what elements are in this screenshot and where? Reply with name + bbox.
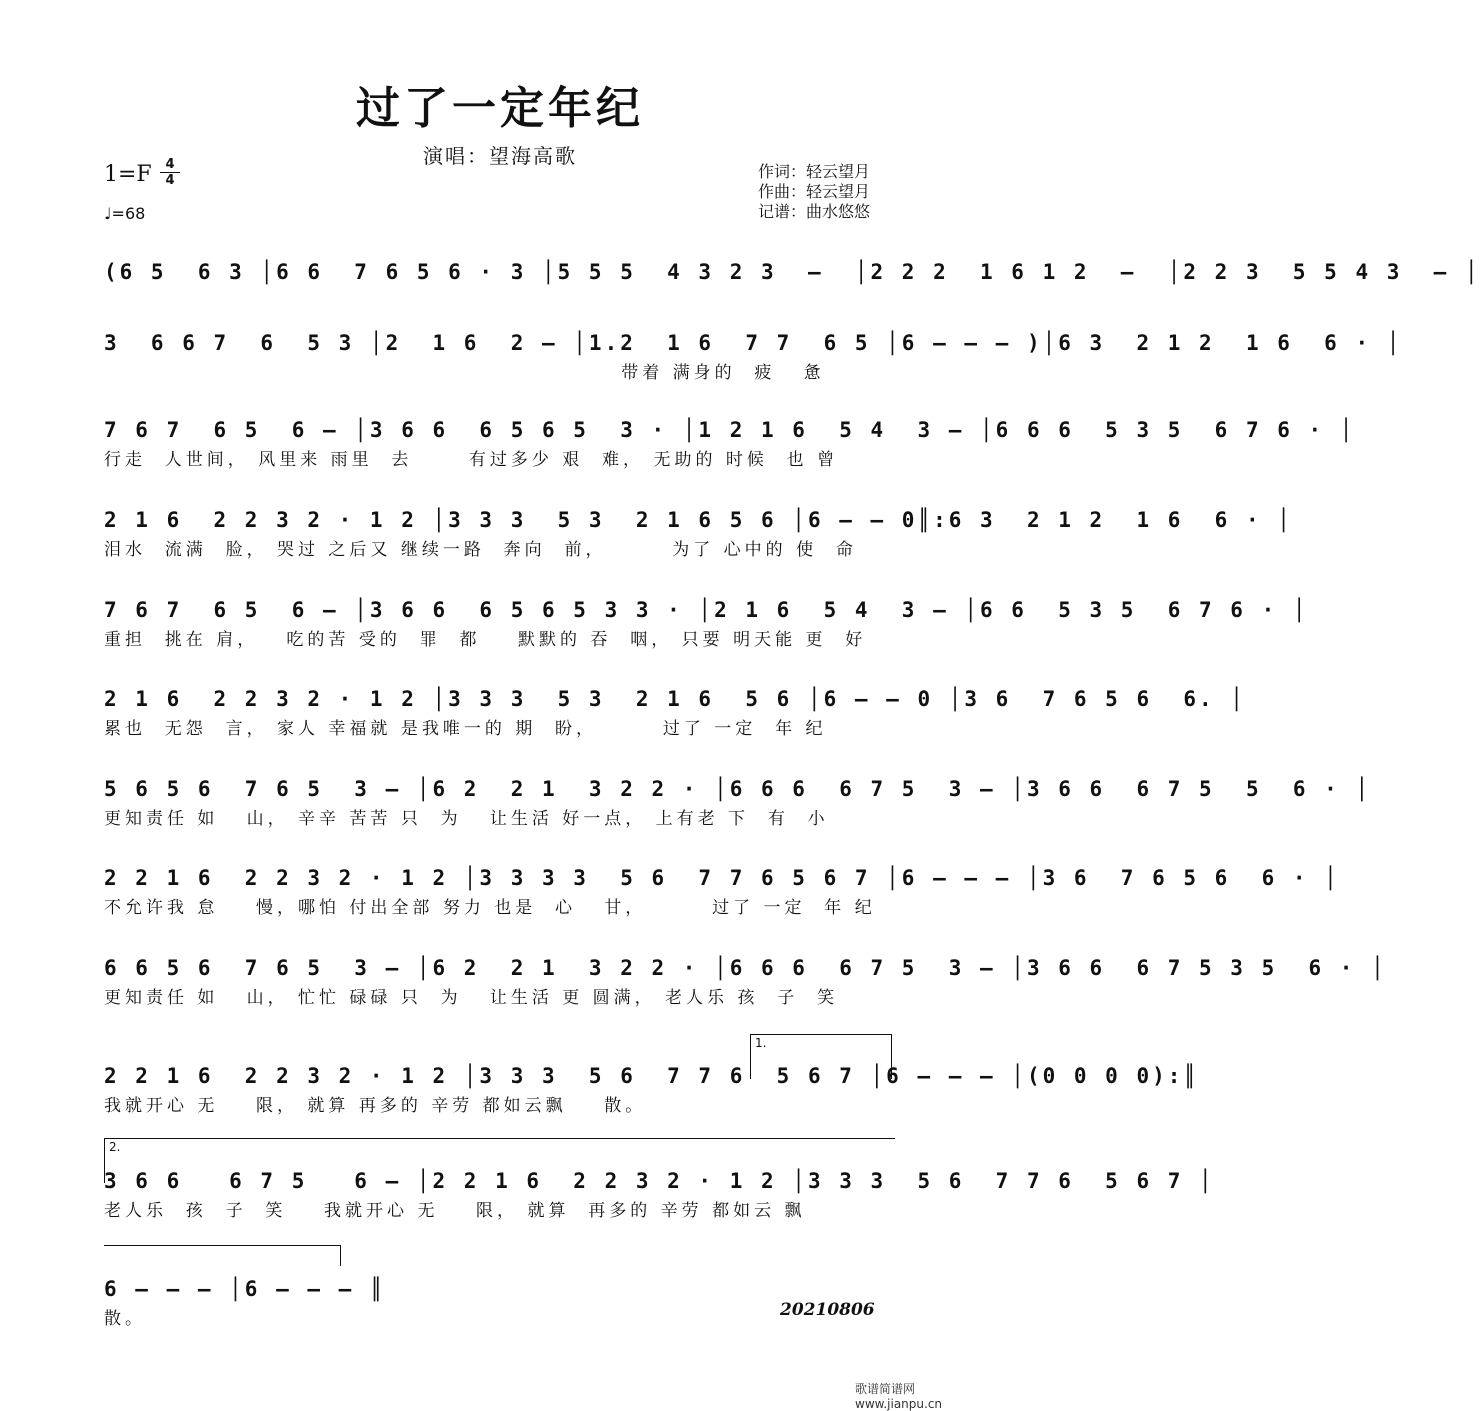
- notes-line: 2 1 6 2 2 3 2 · 1 2 │3 3 3 5 3 2 1 6 5 6 │6 – – 0 │3 6 7 6 5 6 6. │: [104, 687, 1246, 711]
- staff-row-5: [104, 593, 1309, 653]
- lyrics-line: [104, 289, 1481, 315]
- first-ending-label: 1.: [755, 1036, 767, 1050]
- notes-line: 6 6 5 6 7 6 5 3 – │6 2 2 1 3 2 2 · │6 6 6 6 7 5 3 – │3 6 6 6 7 5 3 5 6 · │: [104, 956, 1387, 980]
- staff-row-12: [104, 1272, 386, 1332]
- staff-row-8: [104, 861, 1340, 921]
- notes-line: 7 6 7 6 5 6 – │3 6 6 6 5 6 5 3 · │1 2 1 6 5 4 3 – │6 6 6 5 3 5 6 7 6 · │: [104, 418, 1356, 442]
- notes-line: 7 6 7 6 5 6 – │3 6 6 6 5 6 5 3 3 · │2 1 6 5 4 3 – │6 6 5 3 5 6 7 6 · │: [104, 598, 1309, 622]
- staff-row-7: [104, 772, 1371, 832]
- notes-line: 5 6 5 6 7 6 5 3 – │6 2 2 1 3 2 2 · │6 6 6 6 7 5 3 – │3 6 6 6 7 5 5 6 · │: [104, 777, 1372, 801]
- notes-line: 2 2 1 6 2 2 3 2 · 1 2 │3 3 3 3 5 6 7 7 6 5 6 7 │6 – – – │3 6 7 6 5 6 6 · │: [104, 866, 1340, 890]
- site-watermark: 歌谱简谱网 www.jianpu.cn: [855, 1382, 943, 1411]
- credits: [758, 162, 870, 222]
- key-signature: 1=F: [104, 162, 152, 187]
- lyrics-line: 重担 挑在 肩， 吃的苦 受的 罪 都 默默的 吞 咽， 只要 明天能 更 好: [104, 630, 867, 650]
- staff-row-11: [104, 1164, 1215, 1224]
- composer: 作曲：轻云望月: [758, 182, 871, 201]
- notes-line: 2 1 6 2 2 3 2 · 1 2 │3 3 3 5 3 2 1 6 5 6 │6 – – 0║:6 3 2 1 2 1 6 6 · │: [104, 508, 1293, 532]
- notes-line: 3 6 6 6 7 5 6 – │2 2 1 6 2 2 3 2 · 1 2 │3 3 3 5 6 7 7 6 5 6 7 │: [104, 1169, 1215, 1193]
- staff-row-1: [104, 255, 1481, 315]
- lyrics-line: 行走 人世间， 风里来 雨里 去 有过多少 艰 难， 无助的 时候 也 曾: [104, 450, 839, 470]
- tempo-mark: ♩=68: [104, 204, 146, 223]
- date-stamp: 20210806: [780, 1300, 875, 1320]
- final-tie-bracket: [104, 1245, 341, 1266]
- lyrics-line: 我就开心 无 限， 就算 再多的 辛劳 都如云飘 散。: [104, 1096, 647, 1116]
- notes-line: (6 5 6 3 │6 6 7 6 5 6 · 3 │5 5 5 4 3 2 3 – │2 2 2 1 6 1 2 – │2 2 3 5 5 4 3 – │: [104, 260, 1481, 284]
- second-ending-label: 2.: [109, 1140, 121, 1154]
- lyrics-line: 更知责任 如 山， 忙忙 碌碌 只 为 让生活 更 圆满， 老人乐 孩 子 笑: [104, 988, 839, 1008]
- staff-row-9: [104, 951, 1387, 1011]
- time-signature: [160, 157, 180, 188]
- staff-row-10: [104, 1059, 1199, 1119]
- transcriber: 记谱：曲水悠悠: [758, 202, 871, 221]
- staff-row-4: [104, 503, 1293, 563]
- staff-row-6: [104, 682, 1246, 742]
- staff-row-3: [104, 413, 1355, 473]
- lyrics-line: 泪水 流满 脸， 哭过 之后又 继续一路 奔向 前， 为了 心中的 使 命: [104, 540, 857, 560]
- notes-line: 2 2 1 6 2 2 3 2 · 1 2 │3 3 3 5 6 7 7 6 5 6 7 │6 – – – │(0 0 0 0):║: [104, 1064, 1200, 1088]
- lyrics-line: 更知责任 如 山， 辛辛 苦苦 只 为 让生活 好一点， 上有老 下 有 小: [104, 809, 829, 829]
- notes-line: 6 – – – │6 – – – ║: [104, 1277, 386, 1301]
- lyrics-line: 老人乐 孩 子 笑 我就开心 无 限， 就算 再多的 辛劳 都如云 飘: [104, 1201, 806, 1221]
- lyrics-line: 散。: [104, 1309, 146, 1329]
- time-signature-top: 4: [165, 157, 175, 172]
- time-signature-bottom: 4: [160, 172, 180, 188]
- notes-line: 3 6 6 7 6 5 3 │2 1 6 2 – │1.2 1 6 7 7 6 5 │6 – – – )│6 3 2 1 2 1 6 6 · │: [104, 331, 1403, 355]
- lyrics-line: 不允许我 怠 慢，哪怕 付出全部 努力 也是 心 甘， 过了 一定 年 纪: [104, 898, 876, 918]
- lyricist: 作词：轻云望月: [758, 162, 871, 181]
- lyrics-line: 累也 无怨 言， 家人 幸福就 是我唯一的 期 盼， 过了 一定 年 纪: [104, 719, 827, 739]
- singer-line: 演唱：望海高歌: [423, 144, 577, 168]
- lyrics-line: 带着 满身的 疲 惫: [104, 363, 825, 383]
- song-title: 过了一定年纪: [356, 83, 644, 134]
- staff-row-2: [104, 326, 1402, 386]
